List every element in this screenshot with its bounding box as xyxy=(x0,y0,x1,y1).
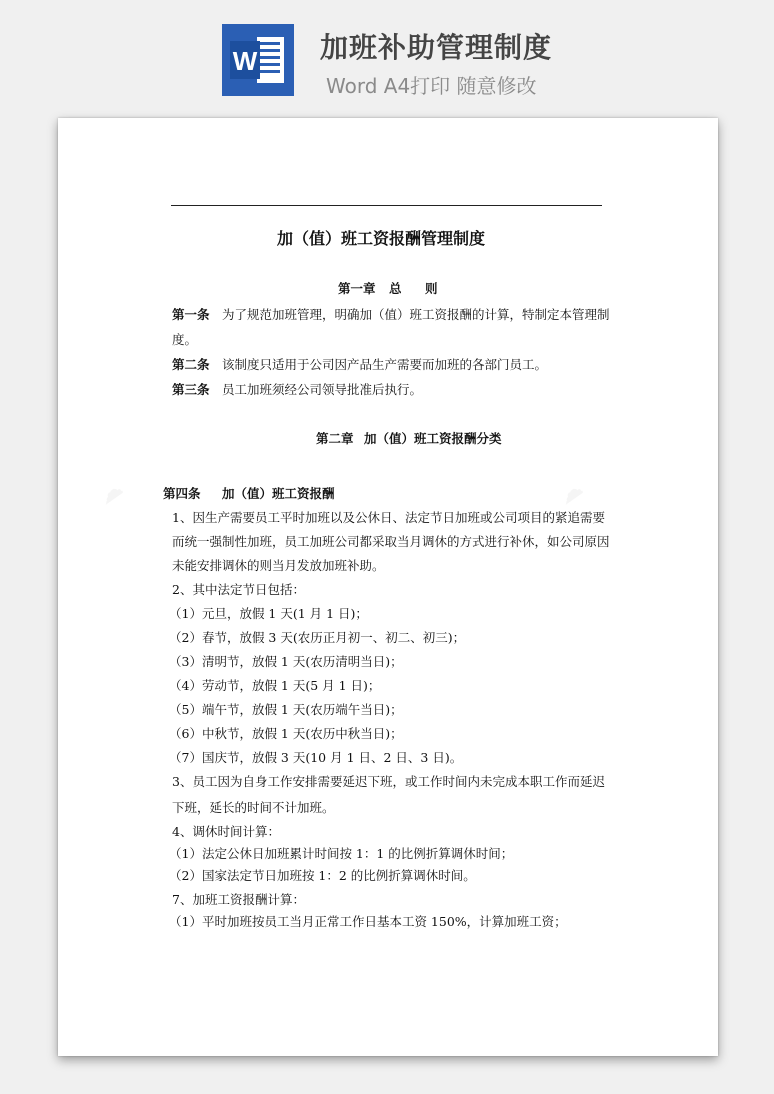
word-icon xyxy=(222,24,294,96)
article4-label: 第四条 xyxy=(163,486,201,501)
paragraph-1-line1: 1、因生产需要员工平时加班以及公休日、法定节日加班或公司项目的紧追需要 xyxy=(172,510,605,525)
pay-item: （1）平时加班按员工当月正常工作日基本工资 150%，计算加班工资； xyxy=(169,914,567,929)
document-body xyxy=(58,118,718,1056)
document-title: 加（值）班工资报酬管理制度 xyxy=(277,229,486,248)
paragraph-1-line3: 未能安排调休的则当月发放加班补助。 xyxy=(172,558,385,573)
article4-title: 加（值）班工资报酬 xyxy=(222,486,335,501)
article3-label: 第三条 xyxy=(172,382,210,397)
document-page xyxy=(58,118,718,1056)
holiday-item: （7）国庆节，放假 3 天(10 月 1 日、2 日、3 日)。 xyxy=(169,750,463,765)
rest-item: （2）国家法定节日加班按 1：2 的比例折算调休时间。 xyxy=(169,868,476,883)
holiday-item: （6）中秋节，放假 1 天(农历中秋当日)； xyxy=(169,726,403,741)
paragraph-3-line1: 3、员工因为自身工作安排需要延迟下班，或工作时间内未完成本职工作而延迟 xyxy=(172,774,605,789)
holiday-item: （4）劳动节，放假 1 天(5 月 1 日)； xyxy=(169,678,381,693)
word-icon-letter: W xyxy=(232,46,258,76)
holiday-item: （3）清明节，放假 1 天(农历清明当日)； xyxy=(169,654,403,669)
paragraph-3-line2: 下班，延长的时间不计加班。 xyxy=(172,800,335,815)
article1-label: 第一条 xyxy=(172,307,210,322)
paragraph-7: 7、加班工资报酬计算： xyxy=(172,892,305,907)
header-banner xyxy=(0,0,774,110)
banner-title: 加班补助管理制度 xyxy=(320,31,553,64)
watermark: ☁ xyxy=(92,473,128,511)
paragraph-2: 2、其中法定节日包括： xyxy=(172,582,305,597)
rest-item: （1）法定公休日加班累计时间按 1：1 的比例折算调休时间； xyxy=(169,846,514,861)
holiday-item: （2）春节，放假 3 天(农历正月初一、初二、初三)； xyxy=(169,630,466,645)
paragraph-1-line2: 而统一强制性加班，员工加班公司都采取当月调休的方式进行补休，如公司原因 xyxy=(172,534,610,549)
chapter1-name-b: 则 xyxy=(425,281,438,296)
chapter2-label: 第二章 xyxy=(316,431,354,446)
chapter1-name-a: 总 xyxy=(389,281,402,296)
paragraph-4: 4、调休时间计算： xyxy=(172,824,280,839)
article1-text-cont: 度。 xyxy=(172,332,198,347)
article1-text: 为了规范加班管理，明确加（值）班工资报酬的计算，特制定本管理制 xyxy=(222,307,610,322)
holiday-item: （1）元旦，放假 1 天(1 月 1 日)； xyxy=(169,606,368,621)
watermark: ☁ xyxy=(552,473,588,511)
chapter1-label: 第一章 xyxy=(338,281,376,296)
chapter2-name: 加（值）班工资报酬分类 xyxy=(364,431,502,446)
article2-text: 该制度只适用于公司因产品生产需要而加班的各部门员工。 xyxy=(222,357,548,372)
holiday-item: （5）端午节，放假 1 天(农历端午当日)； xyxy=(169,702,403,717)
banner-subtitle: Word A4打印 随意修改 xyxy=(326,74,537,98)
article2-label: 第二条 xyxy=(172,357,210,372)
article3-text: 员工加班须经公司领导批准后执行。 xyxy=(222,382,423,397)
